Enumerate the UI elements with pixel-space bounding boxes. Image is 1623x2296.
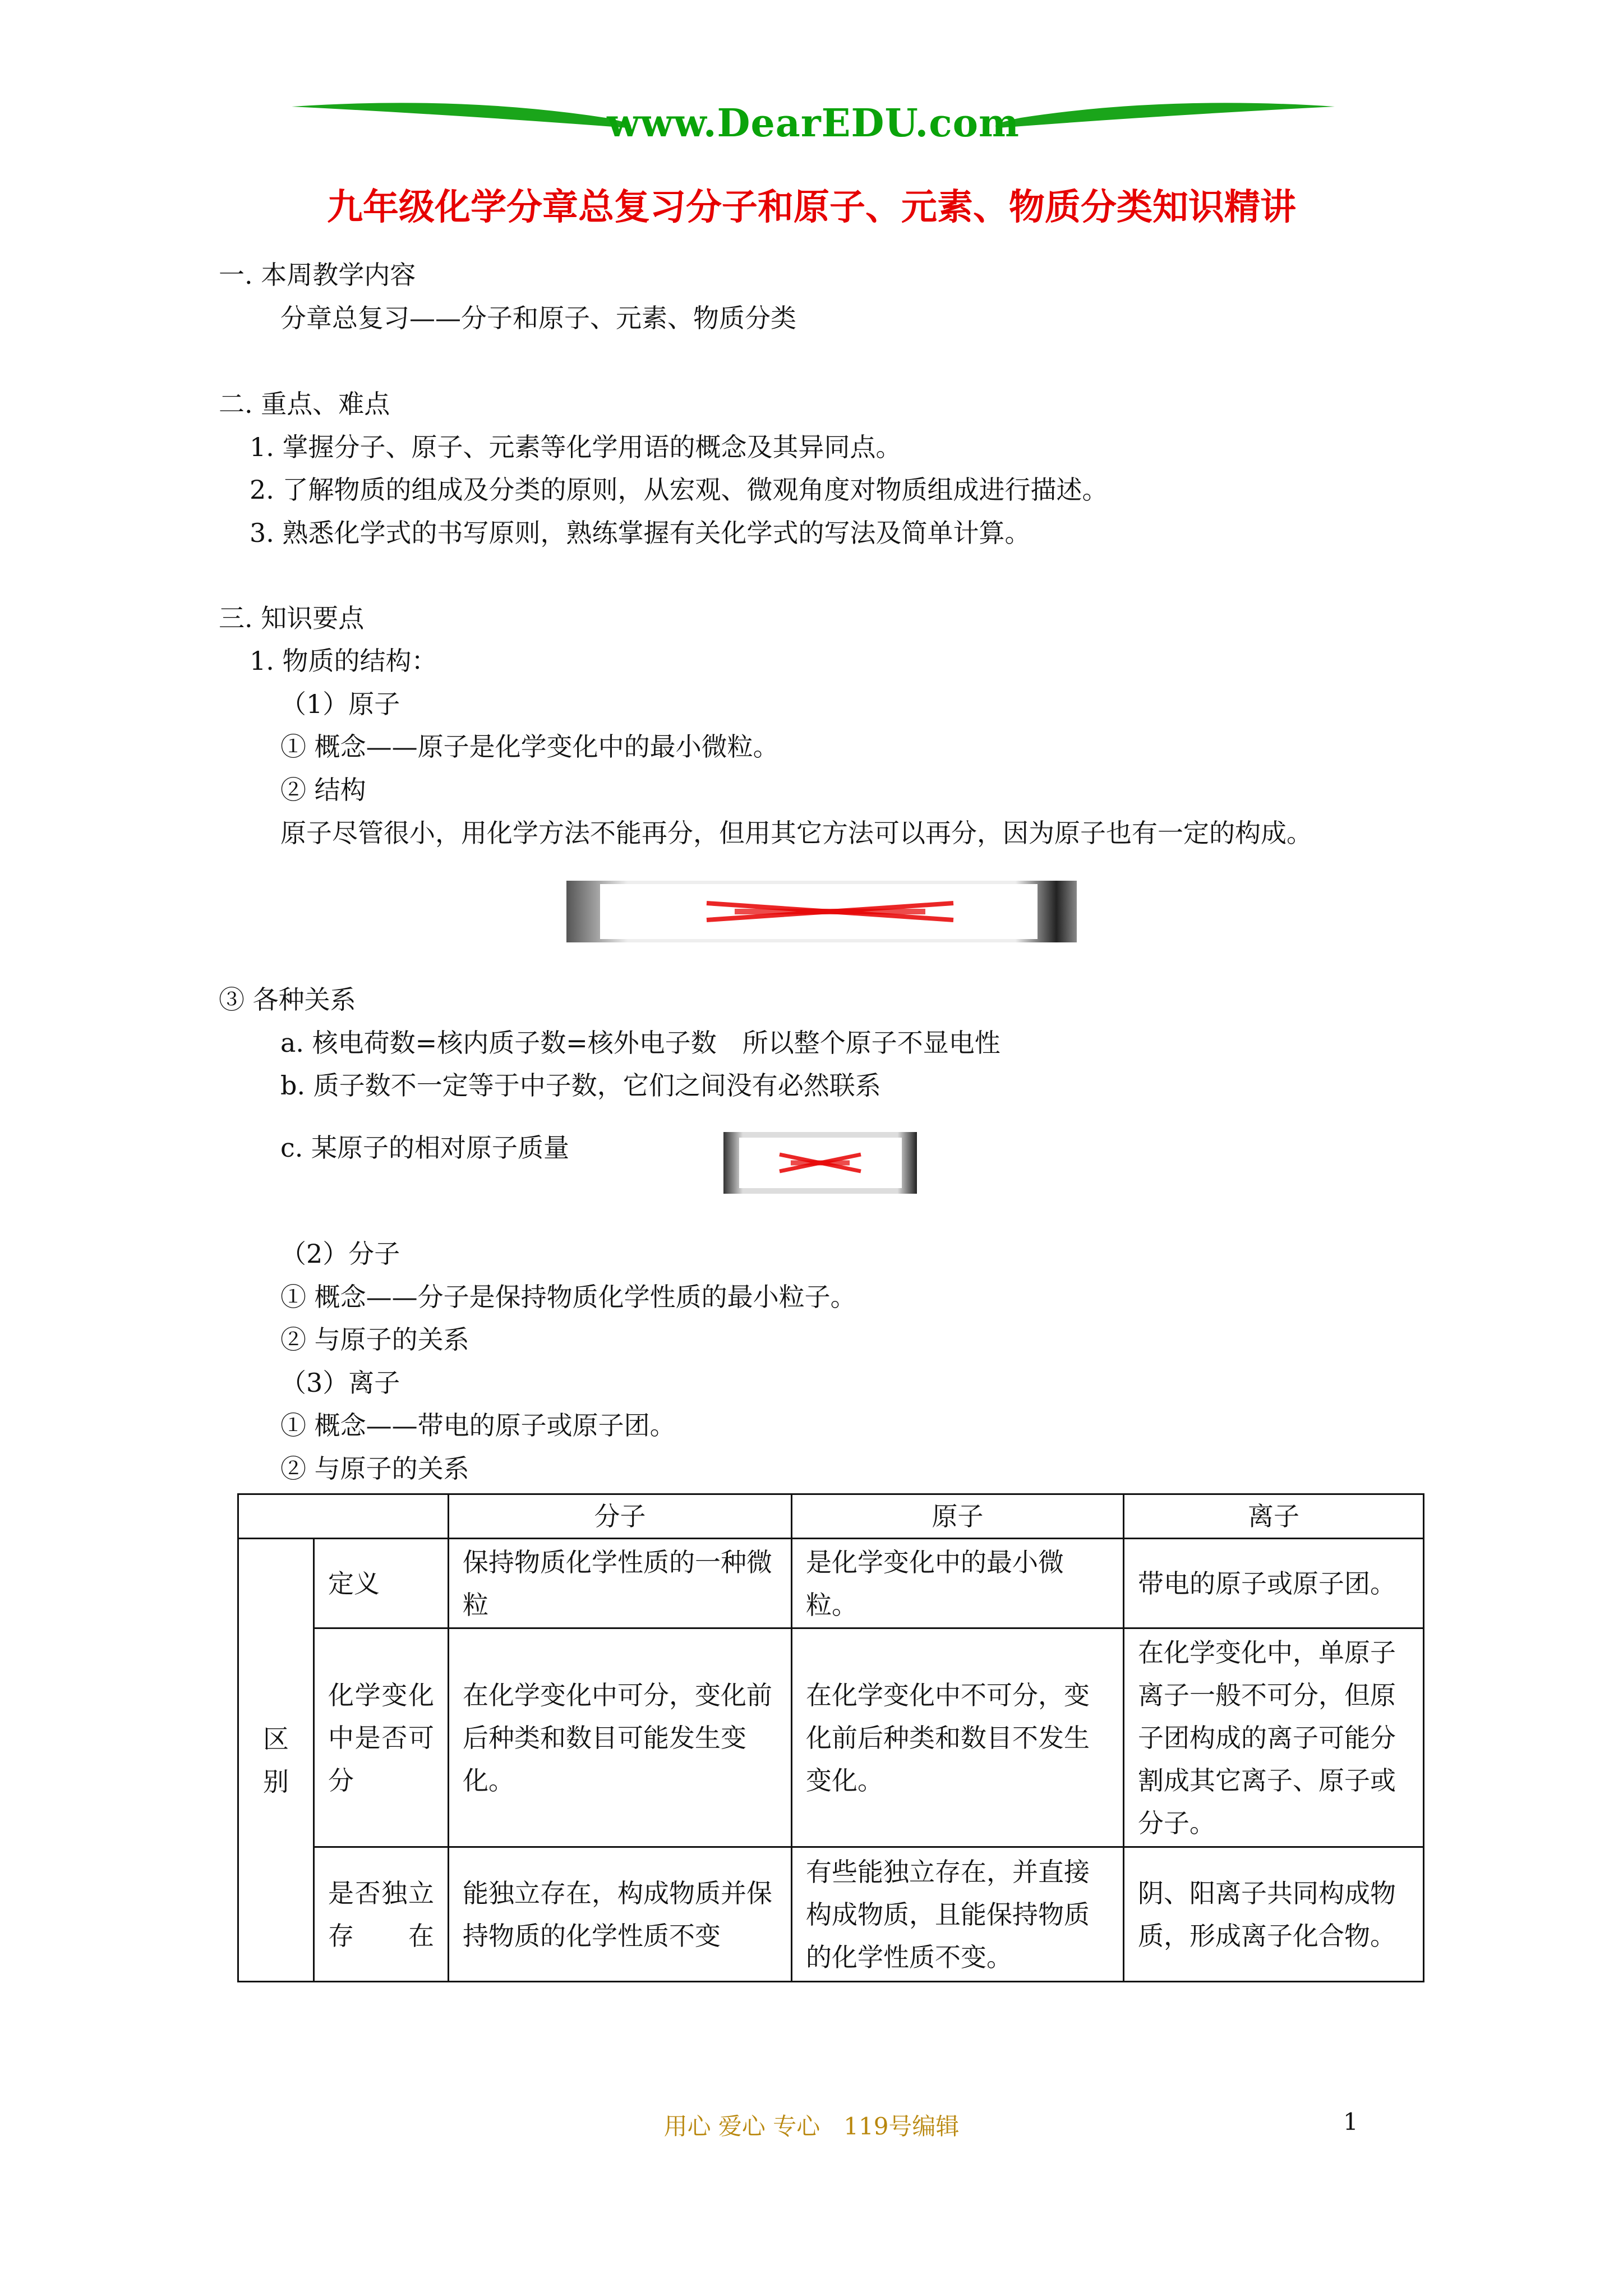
comparison-table: [237, 1493, 1424, 1982]
table-header-ion: 离子: [1124, 1494, 1424, 1539]
table-cell: 在化学变化中可分，变化前后种类和数目可能发生变化。: [449, 1628, 792, 1847]
molecule-relation: ② 与原子的关系: [280, 1324, 469, 1355]
table-corner-cell: [238, 1494, 449, 1539]
molecule-concept: ① 概念——分子是保持物质化学性质的最小粒子。: [280, 1282, 856, 1312]
table-cell: 带电的原子或原子团。: [1124, 1539, 1424, 1628]
atom-concept: ① 概念——原子是化学变化中的最小微粒。: [280, 731, 779, 762]
logo-text: www.DearEDU.com: [607, 101, 1020, 146]
molecule-heading: （2）分子: [280, 1239, 400, 1269]
section-2-item-2: 2. 了解物质的组成及分类的原则，从宏观、微观角度对物质组成进行描述。: [250, 475, 1108, 505]
ion-relation: ② 与原子的关系: [280, 1453, 469, 1484]
site-logo-banner: [292, 84, 1335, 157]
table-cell: 有些能独立存在，并直接构成物质，且能保持物质的化学性质不变。: [792, 1847, 1124, 1982]
section-2-heading: 二. 重点、难点: [219, 389, 390, 419]
structure-heading: 1. 物质的结构：: [250, 646, 437, 676]
table-row-label: 是否独立存在: [314, 1847, 449, 1982]
table-cell: 在化学变化中，单原子离子一般不可分，但原子团构成的离子可能分割成其它离子、原子或分子。: [1124, 1628, 1424, 1847]
ion-concept: ① 概念——带电的原子或原子团。: [280, 1410, 676, 1441]
document-title: 九年级化学分章总复习分子和原子、元素、物质分类知识精讲: [327, 186, 1296, 228]
table-cell: 是化学变化中的最小微粒。: [792, 1539, 1124, 1628]
relations-heading: ③ 各种关系: [219, 984, 356, 1015]
table-cell: 保持物质化学性质的一种微粒: [449, 1539, 792, 1628]
table-category-cell: [238, 1539, 314, 1982]
section-2-item-3: 3. 熟悉化学式的书写原则，熟练掌握有关化学式的写法及简单计算。: [250, 518, 1031, 548]
broken-image-placeholder: [723, 1132, 917, 1194]
table-row: [238, 1539, 1424, 1628]
relation-b: b. 质子数不一定等于中子数，它们之间没有必然联系: [280, 1070, 881, 1101]
ion-heading: （3）离子: [280, 1368, 400, 1398]
atom-heading: （1）原子: [280, 689, 400, 719]
table-row-label: 化学变化中是否可分: [314, 1628, 449, 1847]
table-cell: 能独立存在，构成物质并保持物质的化学性质不变: [449, 1847, 792, 1982]
section-2-item-1: 1. 掌握分子、原子、元素等化学用语的概念及其异同点。: [250, 432, 902, 462]
section-3-heading: 三. 知识要点: [219, 603, 365, 633]
table-row: [238, 1628, 1424, 1847]
table-header-molecule: 分子: [449, 1494, 792, 1539]
table-category-label: 区别: [263, 1723, 289, 1797]
table-row-label: 定义: [314, 1539, 449, 1628]
broken-image-placeholder: [566, 881, 1077, 942]
atom-structure-body: 原子尽管很小，用化学方法不能再分，但用其它方法可以再分，因为原子也有一定的构成。: [280, 818, 1312, 848]
section-1-heading: 一. 本周教学内容: [219, 260, 416, 290]
table-header-atom: 原子: [792, 1494, 1124, 1539]
table-header-row: [238, 1494, 1424, 1539]
section-1-body: 分章总复习——分子和原子、元素、物质分类: [280, 303, 796, 333]
table-cell: 在化学变化中不可分，变化前后种类和数目不发生变化。: [792, 1628, 1124, 1847]
page-footer: 用心 爱心 专心 119号编辑: [663, 2113, 960, 2140]
table-cell: 阴、阳离子共同构成物质，形成离子化合物。: [1124, 1847, 1424, 1982]
table-row: [238, 1847, 1424, 1982]
relation-a: a. 核电荷数=核内质子数=核外电子数 所以整个原子不显电性: [280, 1028, 1000, 1058]
relation-c: c. 某原子的相对原子质量: [280, 1133, 570, 1163]
atom-structure-heading: ② 结构: [280, 775, 366, 805]
page-number: 1: [1343, 2108, 1358, 2136]
